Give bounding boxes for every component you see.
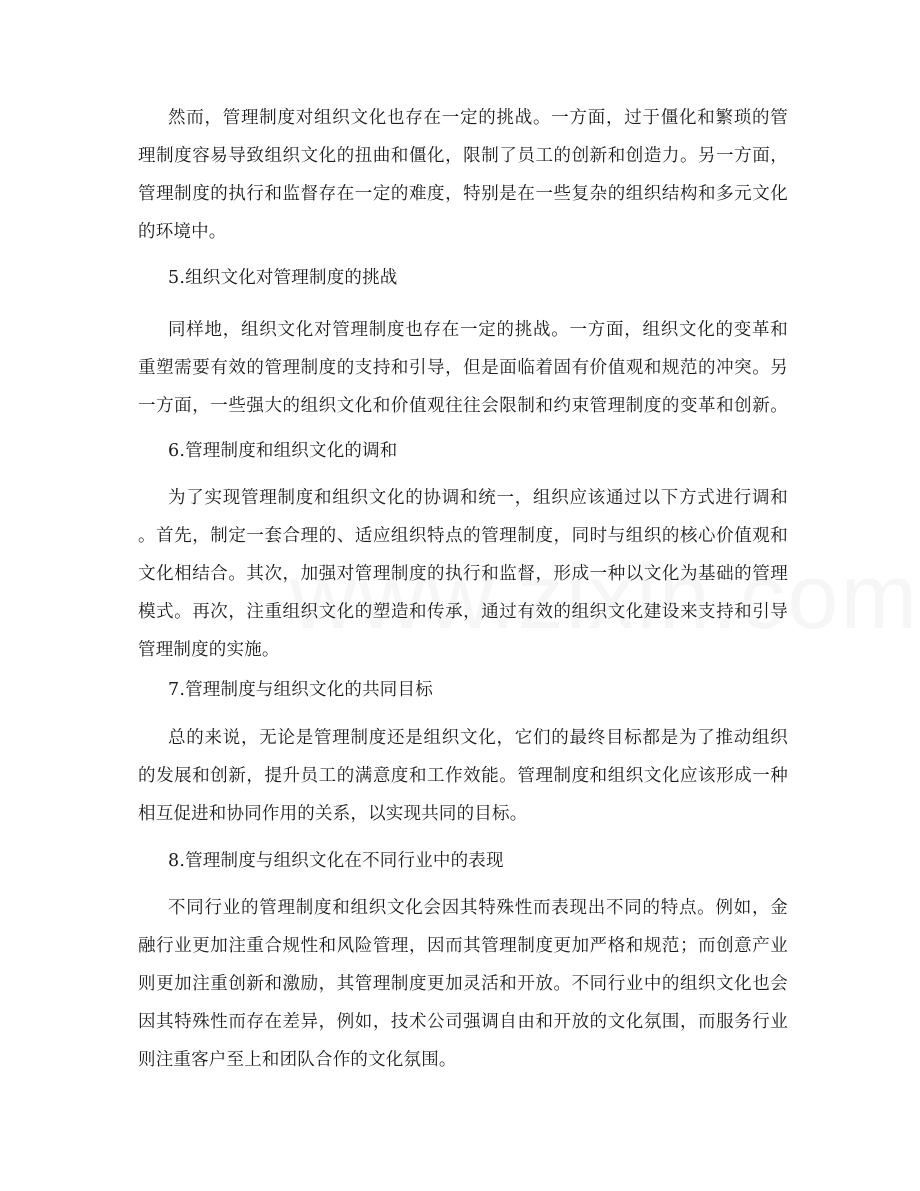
paragraph-line: 管理制度的实施。	[138, 640, 280, 660]
section-heading-8: 8.管理制度与组织文化在不同行业中的表现	[168, 851, 504, 871]
watermark	[290, 545, 919, 650]
paragraph-line: 同样地，组织文化对管理制度也存在一定的挑战。一方面，组织文化的变革和	[168, 320, 788, 340]
paragraph-line: 理制度容易导致组织文化的扭曲和僵化，限制了员工的创新和创造力。另一方面，	[138, 146, 788, 166]
paragraph-line: 重塑需要有效的管理制度的支持和引导，但是面临着固有价值观和规范的冲突。另	[138, 358, 788, 378]
paragraph-line: 融行业更加注重合规性和风险管理，因而其管理制度更加严格和规范；而创意产业	[138, 936, 788, 956]
section-heading-5: 5.组织文化对管理制度的挑战	[168, 268, 398, 288]
section-heading-7: 7.管理制度与组织文化的共同目标	[168, 680, 433, 700]
paragraph-line: 因其特殊性而存在差异，例如，技术公司强调自由和开放的文化氛围，而服务行业	[138, 1012, 788, 1032]
paragraph-line: 则注重客户至上和团队合作的文化氛围。	[138, 1050, 457, 1070]
paragraph-line: 然而，管理制度对组织文化也存在一定的挑战。一方面，过于僵化和繁琐的管	[168, 108, 788, 128]
section-heading-6: 6.管理制度和组织文化的调和	[168, 441, 398, 461]
paragraph-line: 为了实现管理制度和组织文化的协调和统一，组织应该通过以下方式进行调和	[168, 488, 788, 508]
paragraph-line: 管理制度的执行和监督存在一定的难度，特别是在一些复杂的组织结构和多元文化	[138, 184, 788, 204]
paragraph-line: 一方面，一些强大的组织文化和价值观往往会限制和约束管理制度的变革和创新。	[138, 396, 788, 416]
paragraph-line: 文化相结合。其次，加强对管理制度的执行和监督，形成一种以文化为基础的管理	[138, 564, 788, 584]
paragraph-line: 的发展和创新，提升员工的满意度和工作效能。管理制度和组织文化应该形成一种	[138, 766, 788, 786]
paragraph-line: 模式。再次，注重组织文化的塑造和传承，通过有效的组织文化建设来支持和引导	[138, 602, 788, 622]
paragraph-line: 的环境中。	[138, 222, 227, 242]
paragraph-line: 。首先，制定一套合理的、适应组织特点的管理制度，同时与组织的核心价值观和	[138, 526, 788, 546]
paragraph-line: 则更加注重创新和激励，其管理制度更加灵活和开放。不同行业中的组织文化也会	[138, 974, 788, 994]
paragraph-line: 不同行业的管理制度和组织文化会因其特殊性而表现出不同的特点。例如，金	[168, 898, 788, 918]
paragraph-line: 总的来说，无论是管理制度还是组织文化，它们的最终目标都是为了推动组织	[168, 728, 788, 748]
paragraph-line: 相互促进和协同作用的关系，以实现共同的目标。	[138, 804, 528, 824]
